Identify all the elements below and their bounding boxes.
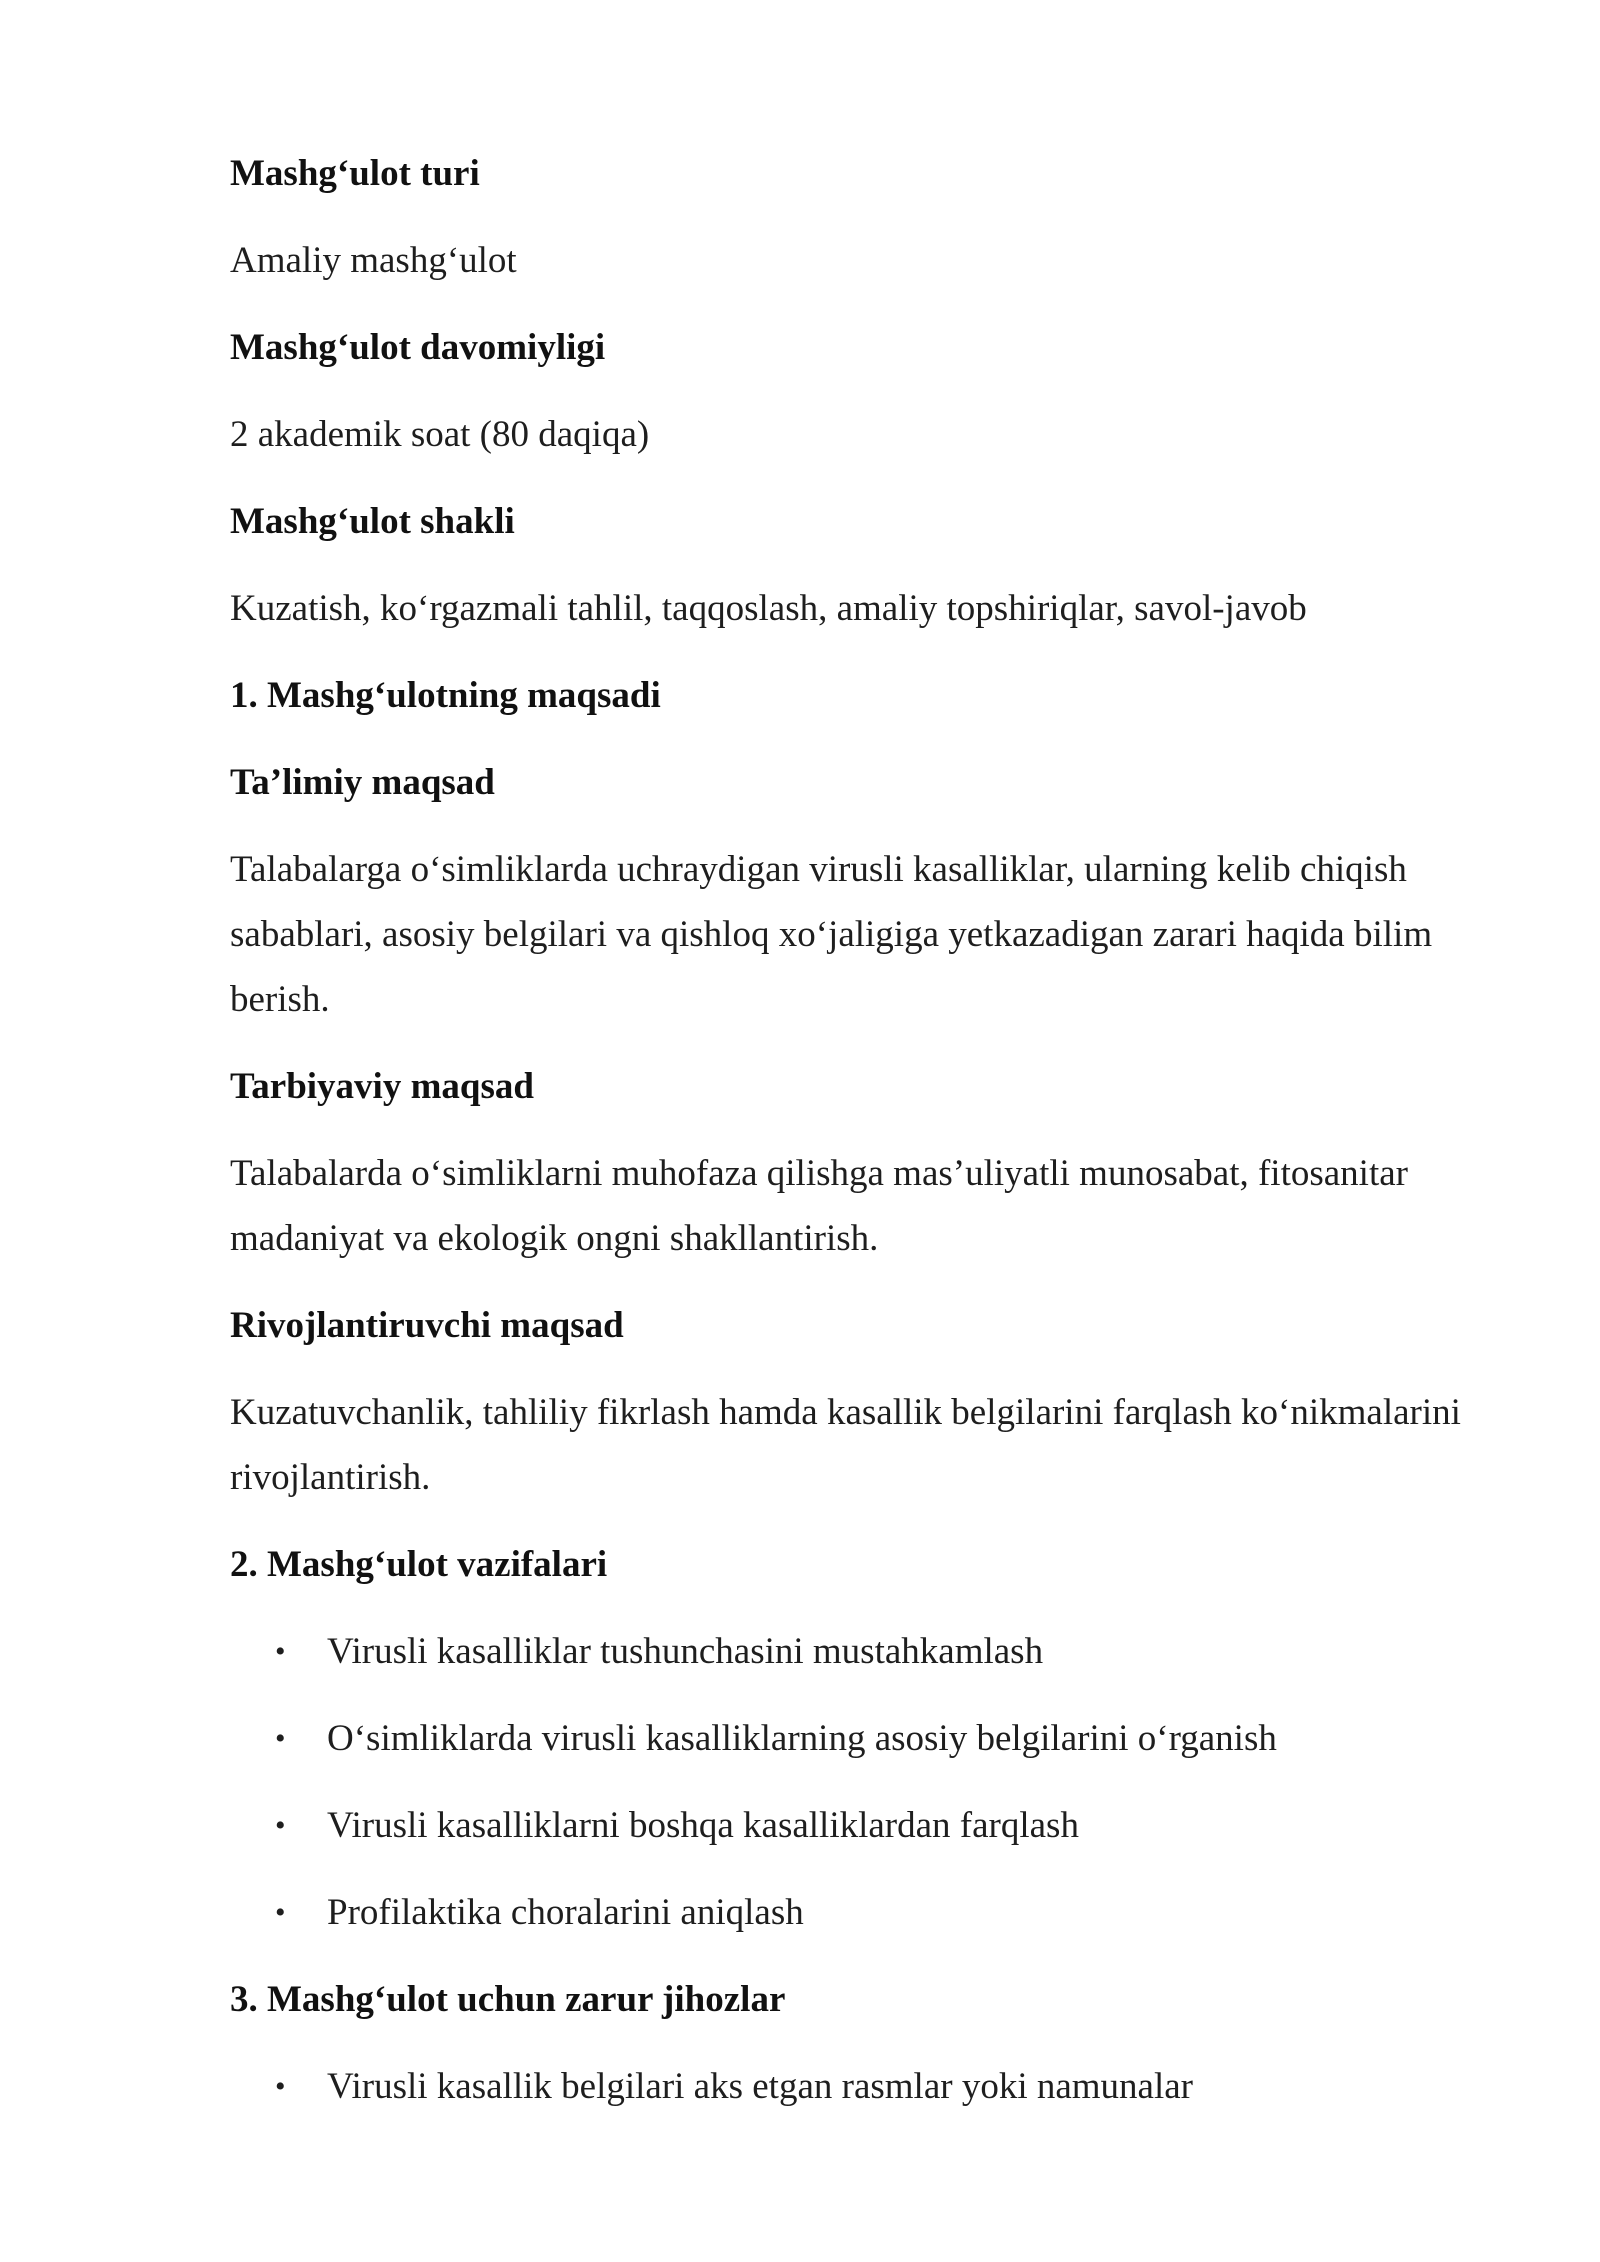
heading-type: Mashg‘ulot turi: [230, 153, 480, 194]
bullet-icon: •: [275, 1635, 286, 1668]
bullet-icon: •: [275, 1809, 286, 1842]
task-text: Virusli kasalliklarni boshqa kasalliklardan farqlash: [327, 1805, 1079, 1846]
task-text: Virusli kasalliklar tushunchasini mustahkamlash: [327, 1631, 1044, 1672]
heading-equipment: 3. Mashg‘ulot uchun zarur jihozlar: [230, 1979, 786, 2020]
form-value: Kuzatish, ko‘rgazmali tahlil, taqqoslash, amaliy topshiriqlar, savol-javob: [230, 588, 1307, 629]
heading-educational-goal: Ta’limiy maqsad: [230, 762, 495, 803]
bullet-icon: •: [275, 2070, 286, 2103]
upbringing-goal-text: Talabalarda o‘simliklarni muhofaza qilishga mas’uliyatli munosabat, fitosanitar madaniyat va ekologik ongni shakllantirish.: [230, 1153, 1408, 1259]
heading-duration: Mashg‘ulot davomiyligi: [230, 327, 606, 368]
heading-developmental-goal: Rivojlantiruvchi maqsad: [230, 1305, 624, 1346]
bullet-icon: •: [275, 1722, 286, 1755]
list-item: [275, 2065, 1193, 2108]
duration-value: 2 akademik soat (80 daqiqa): [230, 414, 650, 455]
equipment-text: Virusli kasallik belgilari aks etgan rasmlar yoki namunalar: [327, 2066, 1193, 2107]
developmental-goal-text: Kuzatuvchanlik, tahliliy fikrlash hamda kasallik belgilarini farqlash ko‘nikmalarini rivojlantirish.: [230, 1392, 1461, 1498]
heading-goal: 1. Mashg‘ulotning maqsadi: [230, 675, 661, 716]
task-text: O‘simliklarda virusli kasalliklarning asosiy belgilarini o‘rganish: [327, 1718, 1277, 1759]
list-item: [275, 1717, 1277, 1760]
list-item: [275, 1891, 804, 1934]
heading-form: Mashg‘ulot shakli: [230, 501, 515, 542]
heading-upbringing-goal: Tarbiyaviy maqsad: [230, 1066, 534, 1107]
task-text: Profilaktika choralarini aniqlash: [327, 1892, 804, 1933]
list-item: [275, 1630, 1043, 1673]
heading-tasks: 2. Mashg‘ulot vazifalari: [230, 1544, 608, 1585]
educational-goal-text: Talabalarga o‘simliklarda uchraydigan virusli kasalliklar, ularning kelib chiqish sabablari, asosiy belgilari va qishloq xo‘jaligiga yetkazadigan zarari haqida bilim berish.: [230, 849, 1433, 1020]
list-item: [275, 1804, 1079, 1847]
bullet-icon: •: [275, 1896, 286, 1929]
type-value: Amaliy mashg‘ulot: [230, 240, 517, 281]
